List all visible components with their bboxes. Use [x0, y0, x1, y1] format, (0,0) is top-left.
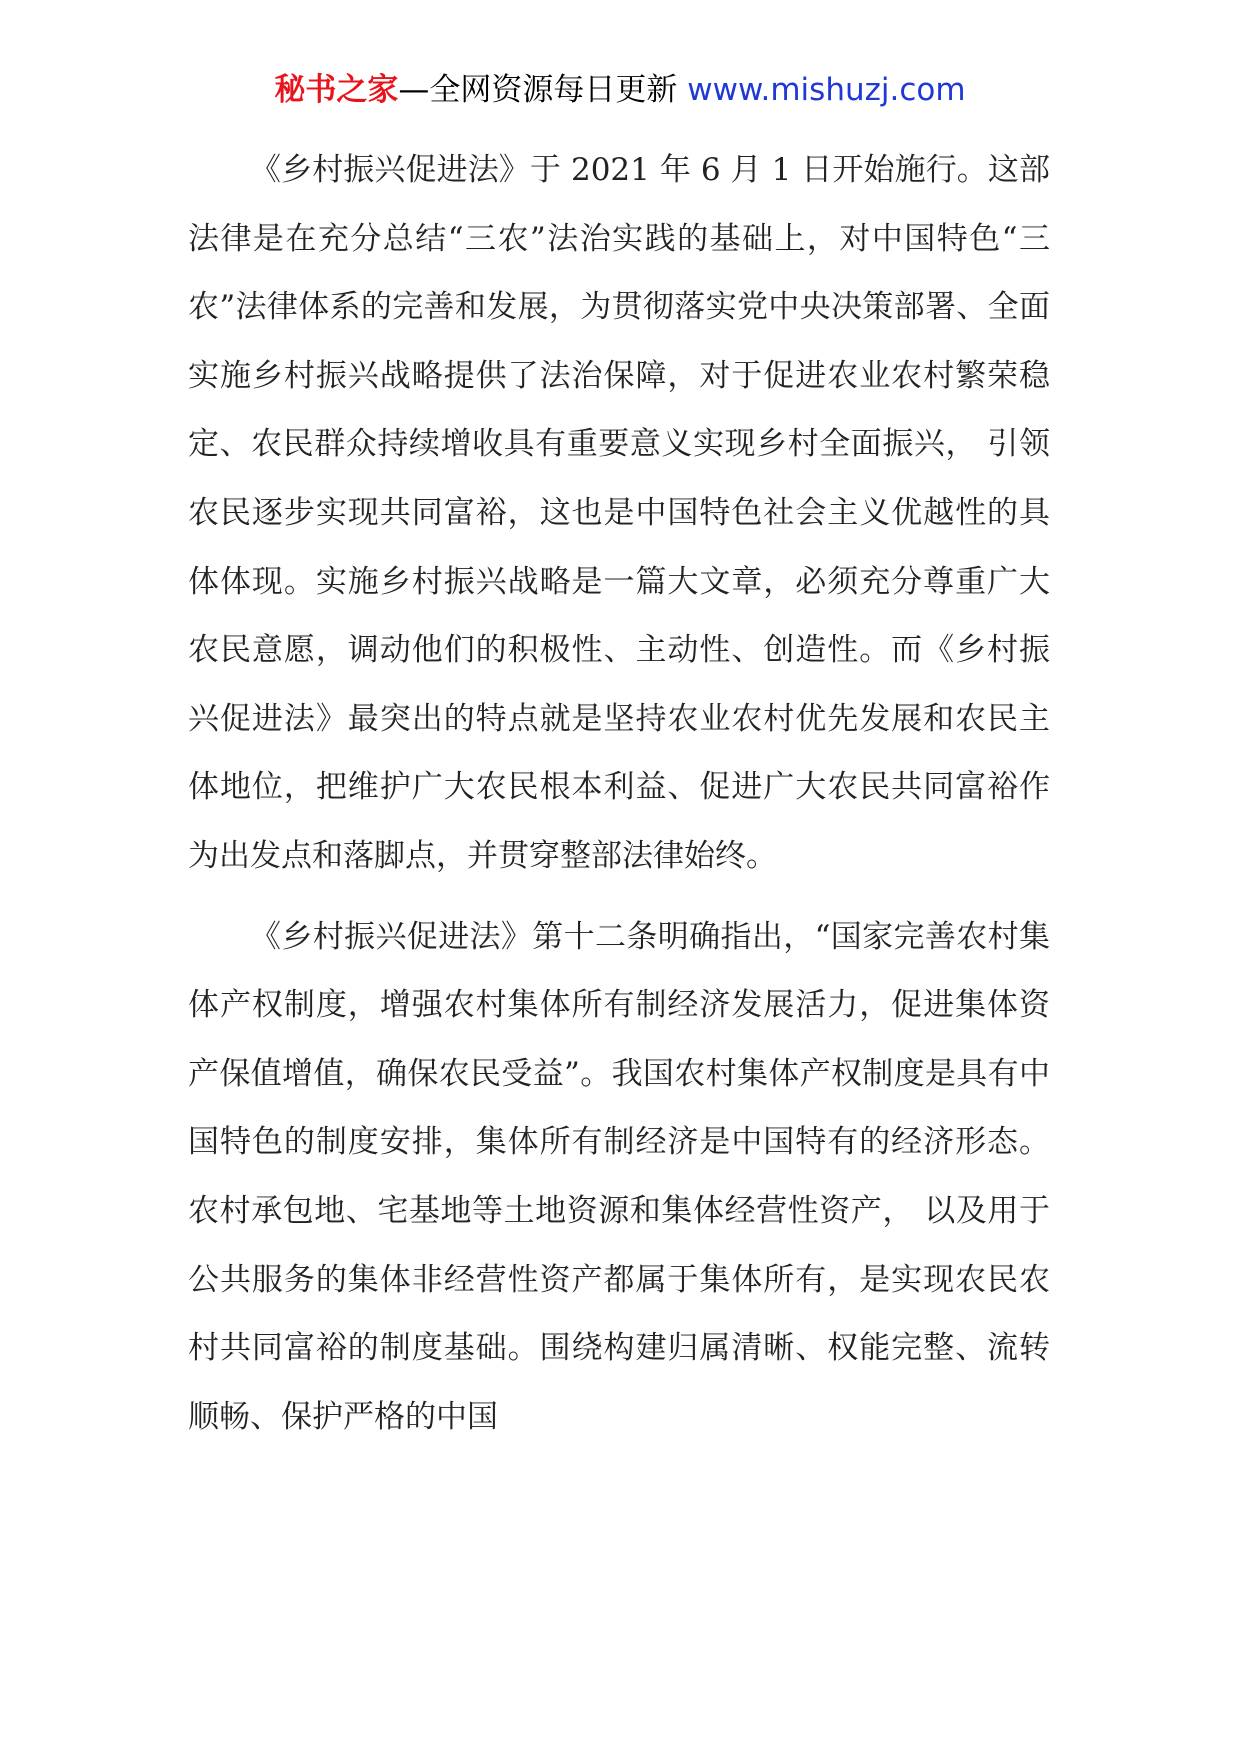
paragraph-2: 《乡村振兴促进法》第十二条明确指出，“国家完善农村集体产权制度，增强农村集体所有制经济发展活力，促进集体资产保值增值，确保农民受益”。我国农村集体产权制度是具有中国特色的制度安排，集体所有制经济是中国特有的经济形态。农村承包地、宅基地等土地资源和集体经营性资产， 以及用于公共服务的集体非经营性资产都属于集体所有，是实现农民农村共同富裕的制度基础。围绕构建归属清晰、权能完整、流转顺畅、保护严格的中国 — [188, 918, 1050, 1435]
header-tagline: —全网资源每日更新 — [398, 72, 678, 108]
page-header — [0, 68, 1240, 112]
document-body — [188, 136, 1050, 1451]
paragraph-1: 《乡村振兴促进法》于 2021 年 6 月 1 日开始施行。这部法律是在充分总结“三农”法治实践的基础上，对中国特色“三农”法律体系的完善和发展，为贯彻落实党中央决策部署、全面实施乡村振兴战略提供了法治保障，对于促进农业农村繁荣稳定、农民群众持续增收具有重要意义实现乡村全面振兴， 引领农民逐步实现共同富裕，这也是中国特色社会主义优越性的具体体现。实施乡村振兴战略是一篇大文章，必须充分尊重广大农民意愿，调动他们的积极性、主动性、创造性。而《乡村振兴促进法》最突出的特点就是坚持农业农村优先发展和农民主体地位，把维护广大农民根本利益、促进广大农民共同富裕作为出发点和落脚点，并贯穿整部法律始终。 — [188, 152, 1050, 874]
site-url-link[interactable]: www.mishuzj.com — [687, 72, 966, 108]
brand-name: 秘书之家 — [274, 72, 399, 108]
